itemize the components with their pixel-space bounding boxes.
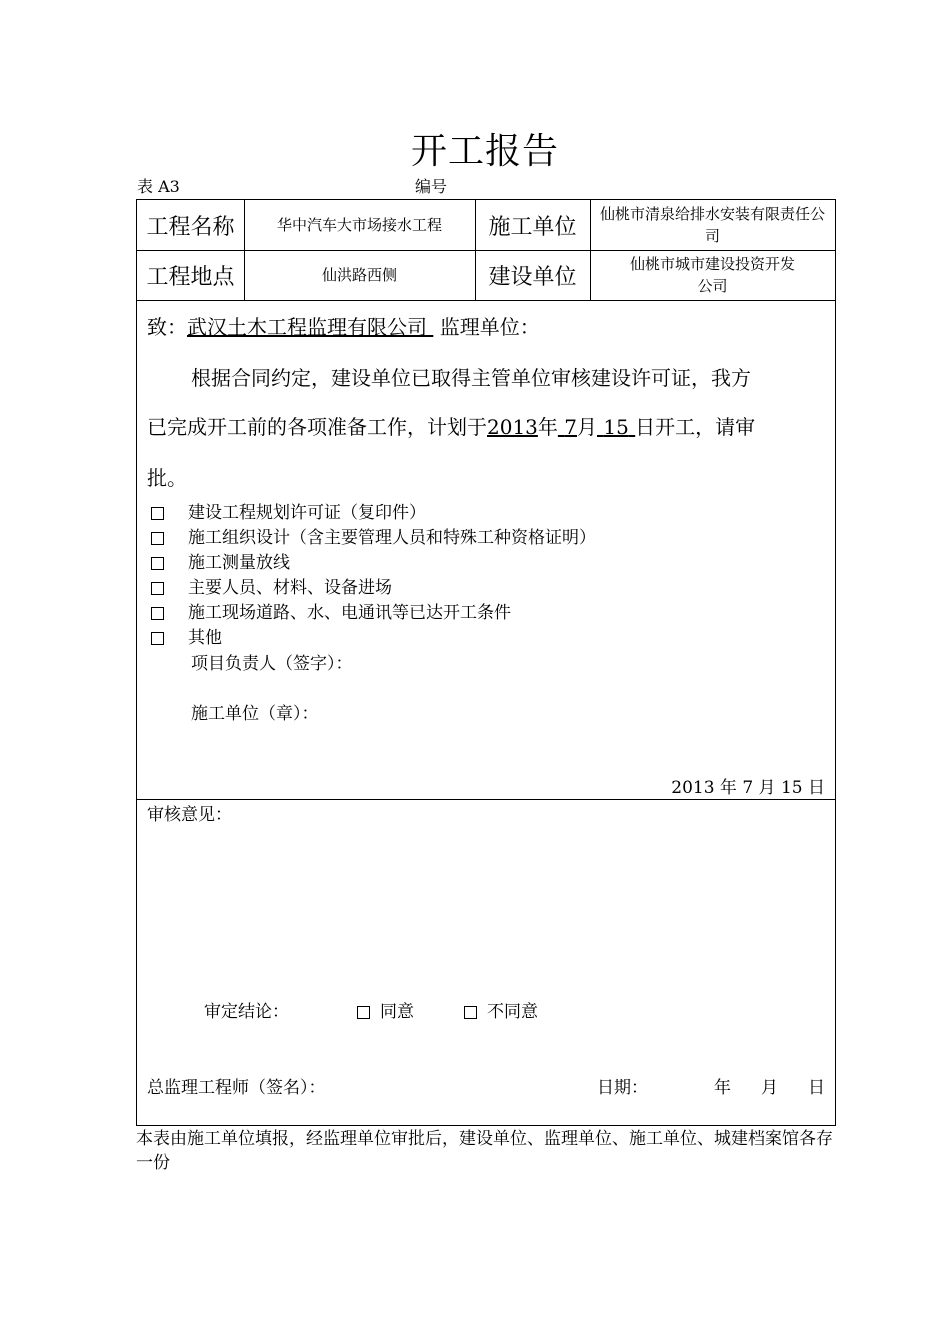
agree-checkbox[interactable] [357,1006,370,1019]
checkbox[interactable] [151,557,164,570]
owner-value: 仙桃市城市建设投资开发公司 [630,255,796,295]
letter-line-2 [147,413,827,441]
review-month-unit: 月 [761,1078,778,1098]
review-day-unit: 日 [808,1078,825,1098]
project-location-label: 工程地点 [146,264,235,290]
checklist-item: 其他 [147,626,596,651]
agree-option[interactable]: 同意 [357,1000,414,1024]
contractor-value: 仙桃市清泉给排水安装有限责任公司 [599,205,825,245]
attachment-checklist [147,501,596,651]
start-day: 15 [603,415,629,439]
supervisor-name: 武汉土木工程监理有限公司 [187,315,427,339]
footer-note: 本表由施工单位填报，经监理单位审批后，建设单位、监理单位、施工单位、城建档案馆各存一份 [136,1129,833,1173]
letter-line-2-prefix: 已完成开工前的各项准备工作，计划于 [147,415,487,439]
document-title: 开工报告 [410,131,559,172]
review-date [597,1076,825,1100]
form-code: 表 A3 [137,177,180,196]
disagree-checkbox[interactable] [464,1006,477,1019]
project-name-label: 工程名称 [146,214,235,240]
salutation-prefix: 致： [147,315,187,339]
checkbox[interactable] [151,607,164,620]
report-form [136,199,836,1126]
submission-date: 2013 年 7 月 15 日 [671,778,825,798]
checkbox[interactable] [151,632,164,645]
salutation [147,313,540,341]
owner-label: 建设单位 [488,264,577,290]
disagree-option[interactable]: 不同意 [464,1000,538,1024]
letter-line-3: 批。 [147,466,187,490]
project-manager-signature-label: 项目负责人（签字）： [191,654,353,674]
project-location-value: 仙洪路西侧 [321,266,397,284]
checkbox[interactable] [151,507,164,520]
checklist-item: 主要人员、材料、设备进场 [147,576,596,601]
contractor-seal-label: 施工单位（章）： [191,704,319,724]
salutation-suffix: 监理单位： [439,315,540,339]
serial-number-label: 编号 [415,177,448,196]
checkbox[interactable] [151,532,164,545]
review-year-unit: 年 [714,1078,731,1098]
review-conclusion [204,1000,538,1024]
month-unit: 月 [577,415,597,439]
chief-engineer-signature-label: 总监理工程师（签名）： [147,1078,326,1098]
checklist-item: 建设工程规划许可证（复印件） [147,501,596,526]
year-unit: 年 [537,415,558,439]
project-name-value: 华中汽车大市场接水工程 [276,216,442,234]
checklist-item: 施工组织设计（含主要管理人员和特殊工种资格证明） [147,526,596,551]
letter-line-2-suffix: 日开工，请审 [635,415,756,439]
checklist-item: 施工测量放线 [147,551,596,576]
row-divider [137,300,835,301]
contractor-label: 施工单位 [488,214,577,240]
review-opinion-label: 审核意见： [147,805,232,825]
start-year: 2013 [487,415,538,439]
checkbox[interactable] [151,582,164,595]
checklist-item: 施工现场道路、水、电通讯等已达开工条件 [147,601,596,626]
conclusion-label: 审定结论： [204,1002,289,1022]
review-date-label: 日期： [597,1078,648,1098]
letter-line-1: 根据合同约定，建设单位已取得主管单位审核建设许可证，我方 [191,366,751,390]
start-month: 7 [564,415,577,439]
